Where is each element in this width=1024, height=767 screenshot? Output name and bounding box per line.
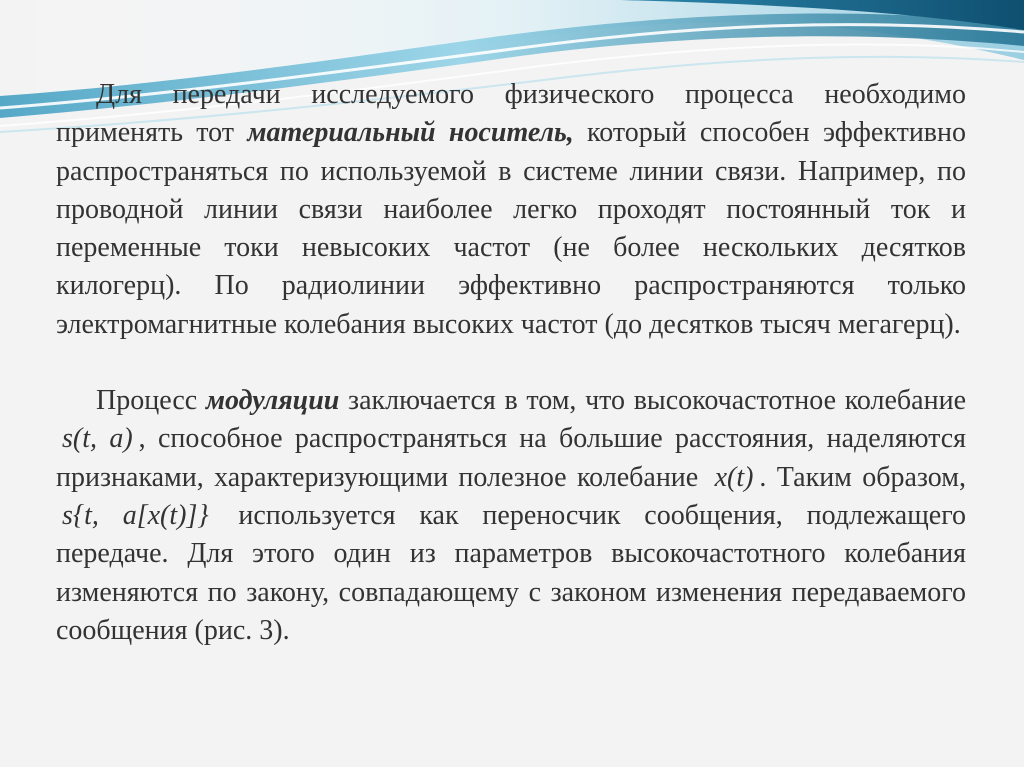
text-segment: Для передачи исследуемого физического процесса необходимо применять тот <box>56 79 966 149</box>
paragraph-carrier <box>56 76 966 344</box>
text-segment: который способен эффективно распространяться по используемой в системе линии связи. Например, по проводной линии связи наиболее легко проходят постоянный ток и переменные токи невысоких частот (не более нескольких десятков килогерц). По радиолинии эффективно распространяются только электромагнитные колебания высоких частот (до десятков тысяч мегагерц). <box>56 117 967 340</box>
term-modulation: модуляции <box>205 385 340 417</box>
text-segment: заключается в том, что высокочастотное колебание <box>339 385 966 417</box>
text-segment: . Таким образом, <box>759 461 966 493</box>
formula-signal: x(t) <box>714 461 754 493</box>
term-material-carrier: материальный носитель, <box>247 117 574 149</box>
text-segment: , способное распространяться на большие расстояния, наделяются признаками, характеризующими полезное колебание <box>56 423 967 493</box>
slide-text <box>56 76 966 650</box>
formula-modulated: s{t, a[x(t)]} <box>62 499 209 531</box>
text-segment: Процесс <box>96 385 206 417</box>
formula-carrier: s(t, a) <box>62 423 133 455</box>
paragraph-modulation <box>56 382 966 650</box>
text-segment: используется как переносчик сообщения, подлежащего передаче. Для этого один из параметров высокочастотного колебания изменяются по закону, совпадающему с законом изменения передаваемого сообщения (рис. 3). <box>56 499 966 646</box>
